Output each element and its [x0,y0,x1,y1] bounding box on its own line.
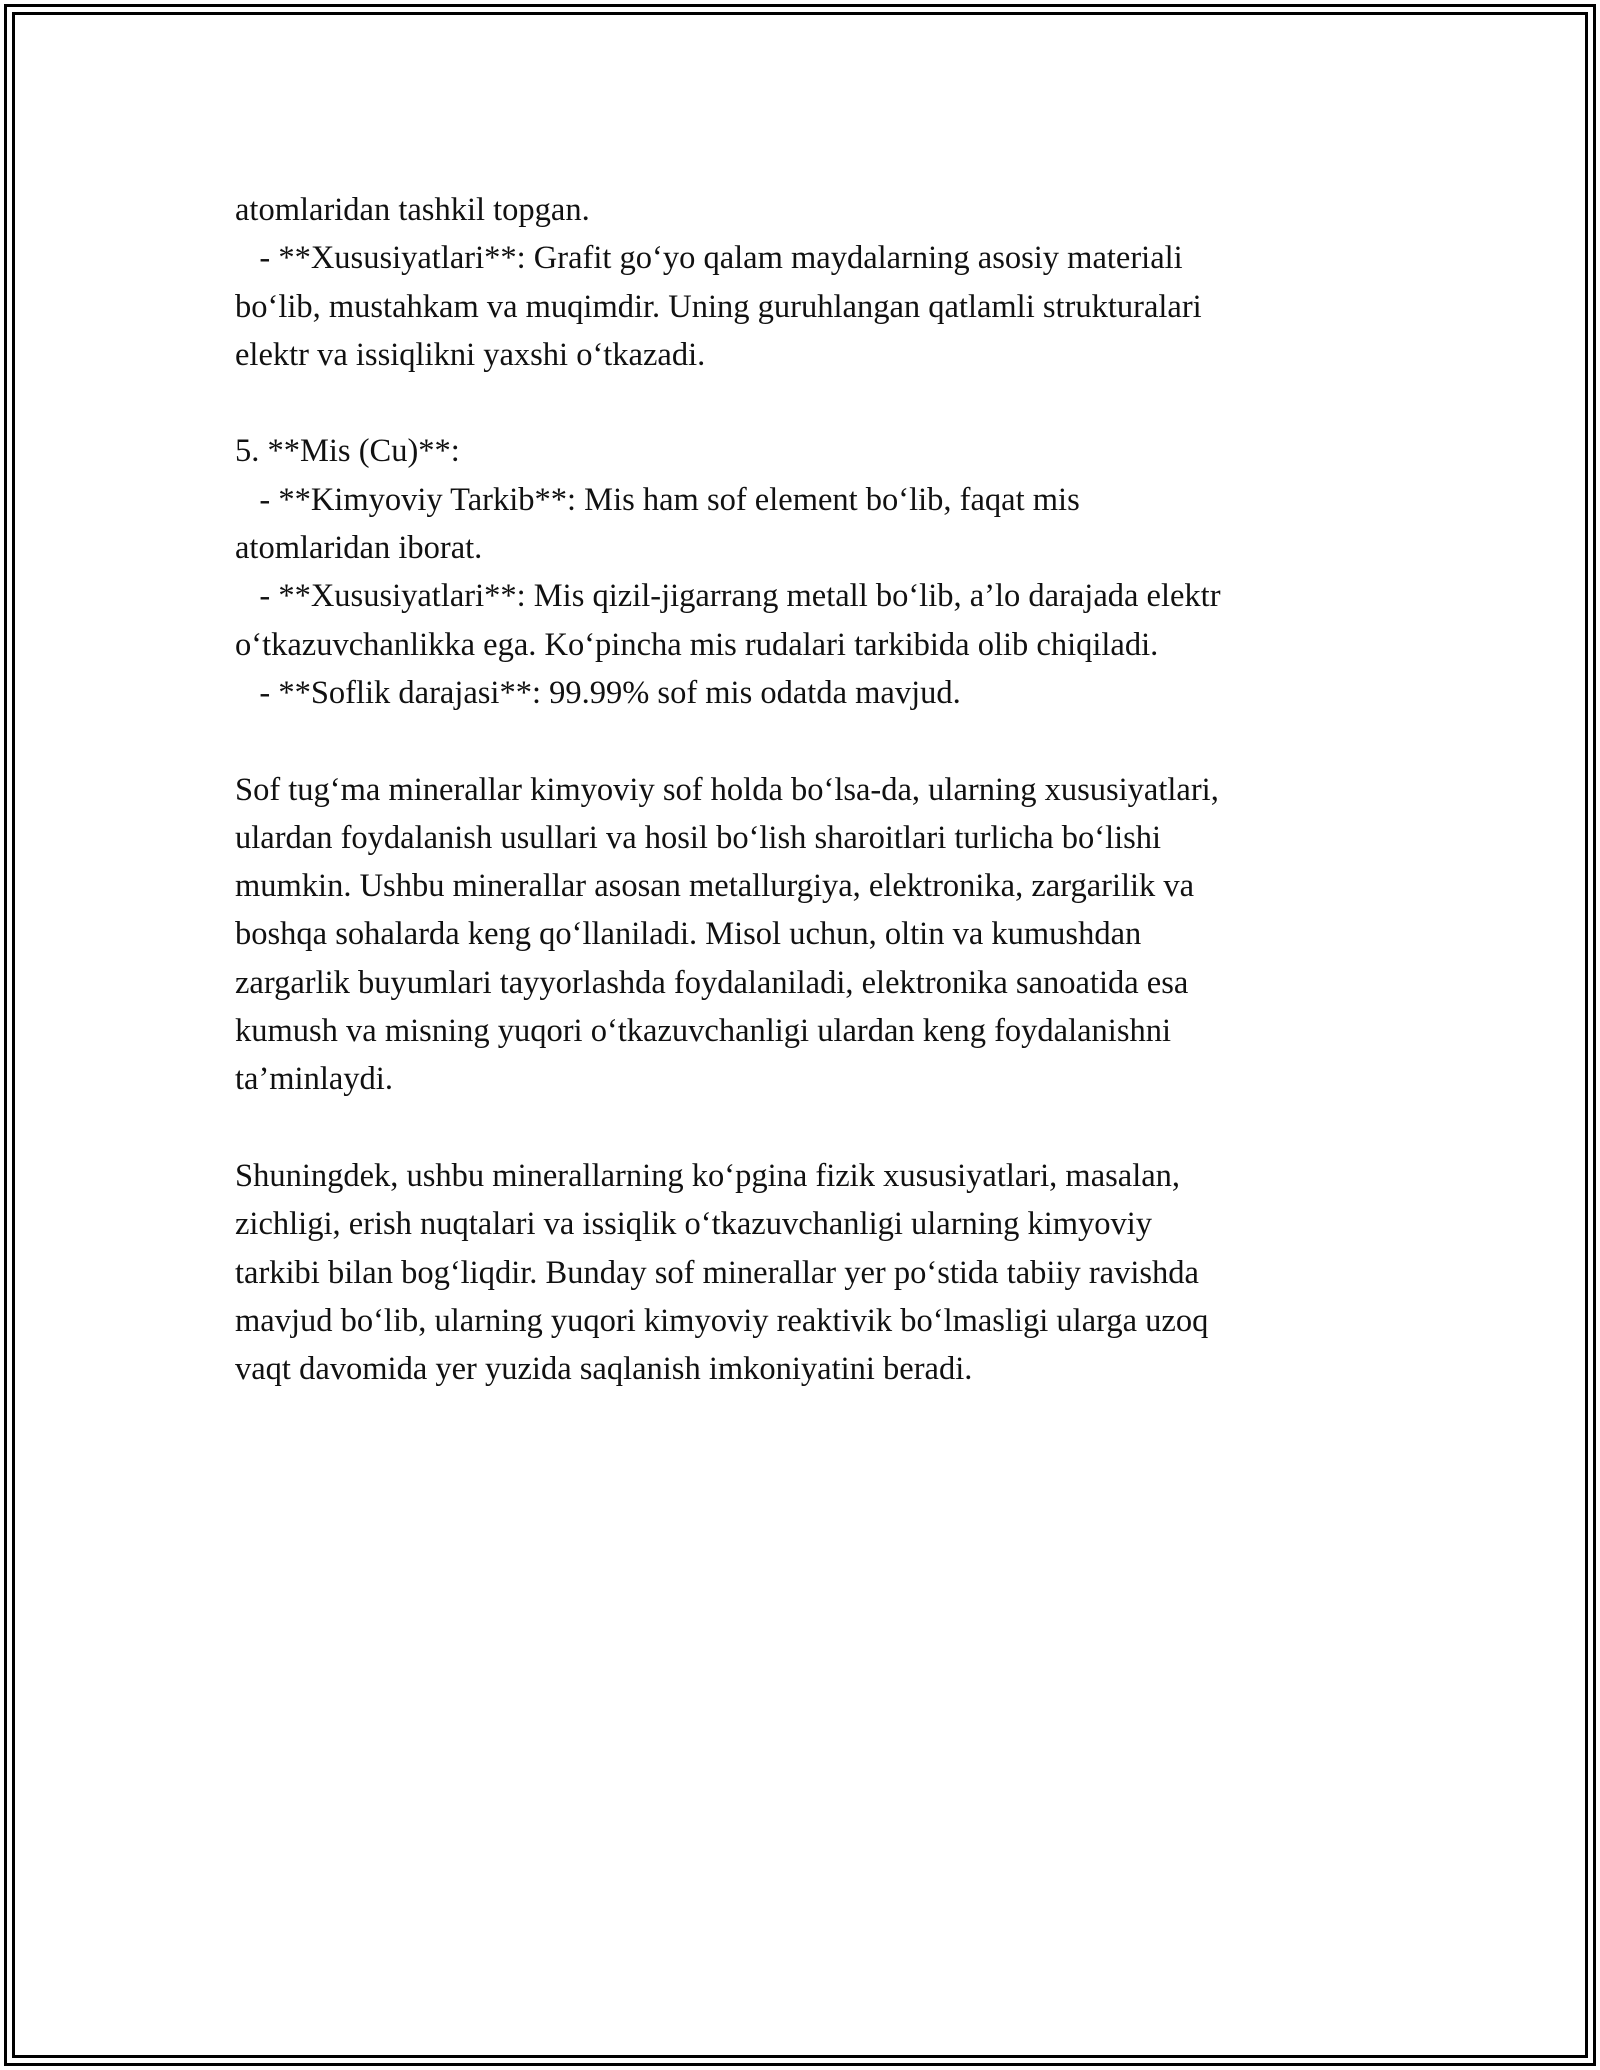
text-line: boshqa sohalarda keng qo‘llaniladi. Misol uchun, oltin va kumushdan [235,916,1142,953]
text-line: zichligi, erish nuqtalari va issiqlik o‘tkazuvchanligi ularning kimyoviy [235,1206,1153,1243]
text-line: - **Kimyoviy Tarkib**: Mis ham sof element bo‘lib, faqat mis [235,481,1080,518]
text-line: atomlaridan iborat. [235,530,483,567]
text-line: bo‘lib, mustahkam va muqimdir. Uning guruhlangan qatlamli strukturalari [235,288,1202,325]
text-line: zargarlik buyumlari tayyorlashda foydalaniladi, elektronika sanoatida esa [235,964,1189,1001]
text-line: - **Soflik darajasi**: 99.99% sof mis odatda mavjud. [235,674,961,711]
text-line: mumkin. Ushbu minerallar asosan metallurgiya, elektronika, zargarilik va [235,868,1195,905]
paragraph-gap [235,1104,1365,1152]
text-line: Sof tug‘ma minerallar kimyoviy sof holda bo‘lsa-da, ularning xususiyatlari, [235,771,1219,808]
text-line: atomlaridan tashkil topgan. [235,192,590,228]
text-line: mavjud bo‘lib, ularning yuqori kimyoviy reaktivik bo‘lmasligi ularga uzoq [235,1302,1209,1339]
text-line: tarkibi bilan bog‘liqdir. Bunday sof minerallar yer po‘stida tabiiy ravishda [235,1254,1199,1291]
document-body [235,186,1365,1393]
text-line: elektr va issiqlikni yaxshi o‘tkazadi. [235,336,706,373]
paragraph-gap [235,379,1365,427]
text-line: kumush va misning yuqori o‘tkazuvchanligi ulardan keng foydalanishni [235,1013,1171,1050]
list-heading: 5. **Mis (Cu)**: [235,433,460,470]
text-line: Shuningdek, ushbu minerallarning ko‘pgina fizik xususiyatlari, masalan, [235,1157,1181,1194]
text-line: - **Xususiyatlari**: Grafit go‘yo qalam maydalarning asosiy materiali [235,240,1183,277]
text-line: vaqt davomida yer yuzida saqlanish imkoniyatini beradi. [235,1351,973,1388]
text-line: o‘tkazuvchanlikka ega. Ko‘pincha mis rudalari tarkibida olib chiqiladi. [235,626,1159,663]
text-line: ta’minlaydi. [235,1061,393,1098]
text-line: - **Xususiyatlari**: Mis qizil-jigarrang metall bo‘lib, a’lo darajada elektr [235,578,1221,615]
text-line: ulardan foydalanish usullari va hosil bo‘lish sharoitlari turlicha bo‘lishi [235,819,1162,856]
paragraph-gap [235,717,1365,765]
